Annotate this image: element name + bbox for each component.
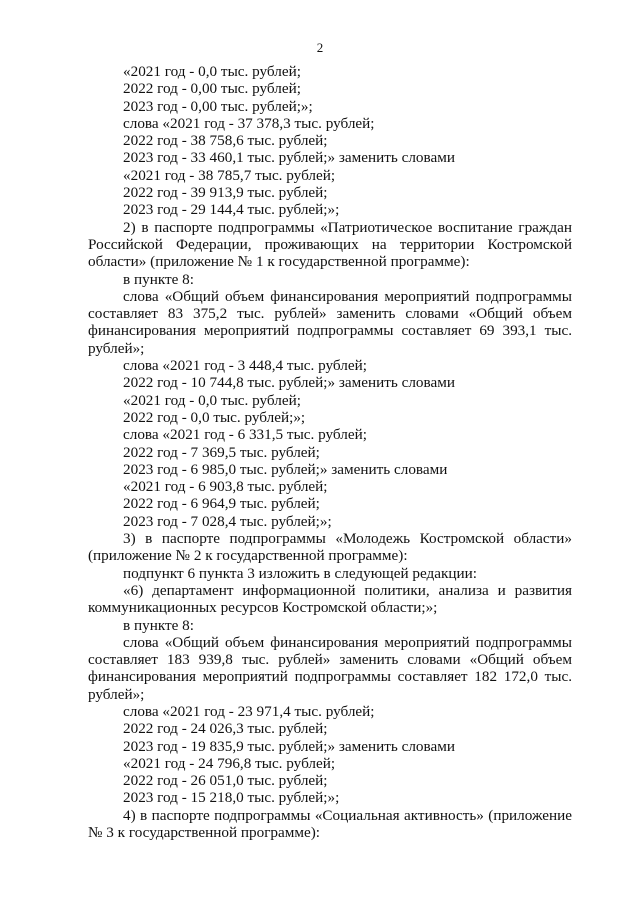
text-line: «6) департамент информационной политики, анализа и развития — [123, 581, 572, 599]
text-line: подпункт 6 пункта 3 изложить в следующей редакции: — [123, 564, 477, 582]
text-line: «2021 год - 0,0 тыс. рублей; — [123, 63, 301, 80]
text-line: «2021 год - 6 903,8 тыс. рублей; — [123, 478, 328, 496]
text-line: 2023 год - 15 218,0 тыс. рублей;»; — [123, 789, 340, 807]
text-line: слова «2021 год - 37 378,3 тыс. рублей; — [123, 114, 375, 132]
text-line: финансирования мероприятий подпрограммы составляет 182 172,0 тыс. — [88, 668, 572, 686]
text-line: 2023 год - 33 460,1 тыс. рублей;» заменить словами — [123, 149, 455, 167]
text-line: 2022 год - 0,00 тыс. рублей; — [123, 80, 301, 98]
text-line: № 3 к государственной программе): — [88, 824, 321, 842]
text-line: 2022 год - 7 369,5 тыс. рублей; — [123, 443, 320, 461]
text-line: Российской Федерации, проживающих на территории Костромской — [88, 235, 572, 253]
text-line: коммуникационных ресурсов Костромской области;»; — [88, 599, 438, 617]
text-line: составляет 83 375,2 тыс. рублей» заменить словами «Общий объем — [88, 305, 572, 323]
text-line: слова «2021 год - 6 331,5 тыс. рублей; — [123, 426, 367, 444]
text-line: составляет 183 939,8 тыс. рублей» заменить словами «Общий объем — [88, 651, 572, 669]
text-line: 2022 год - 6 964,9 тыс. рублей; — [123, 495, 320, 513]
text-line: 2023 год - 0,00 тыс. рублей;»; — [123, 97, 313, 115]
text-line: 2022 год - 39 913,9 тыс. рублей; — [123, 184, 328, 202]
text-line: в пункте 8: — [123, 616, 194, 634]
text-line: слова «2021 год - 3 448,4 тыс. рублей; — [123, 357, 367, 375]
text-line: в пункте 8: — [123, 270, 194, 288]
text-line: 4) в паспорте подпрограммы «Социальная активность» (приложение — [123, 806, 572, 824]
text-line: «2021 год - 0,0 тыс. рублей; — [123, 391, 301, 409]
page-number: 2 — [316, 40, 324, 55]
text-line: слова «Общий объем финансирования мероприятий подпрограммы — [123, 633, 572, 651]
text-line: 2022 год - 26 051,0 тыс. рублей; — [123, 772, 328, 790]
text-line: 2023 год - 19 835,9 тыс. рублей;» заменить словами — [123, 737, 455, 755]
text-line: 2022 год - 24 026,3 тыс. рублей; — [123, 720, 328, 738]
text-line: «2021 год - 24 796,8 тыс. рублей; — [123, 754, 336, 772]
text-line: (приложение № 2 к государственной программе): — [88, 547, 408, 565]
text-line: 2023 год - 29 144,4 тыс. рублей;»; — [123, 201, 340, 219]
text-line: области» (приложение № 1 к государственной программе): — [88, 253, 470, 271]
text-line: 2023 год - 6 985,0 тыс. рублей;» заменить словами — [123, 460, 448, 478]
text-line: 3) в паспорте подпрограммы «Молодежь Костромской области» — [123, 530, 572, 548]
text-line: 2022 год - 38 758,6 тыс. рублей; — [123, 132, 328, 150]
text-line: рублей»; — [88, 339, 145, 357]
text-line: 2023 год - 7 028,4 тыс. рублей;»; — [123, 512, 332, 530]
text-line: «2021 год - 38 785,7 тыс. рублей; — [123, 166, 336, 184]
text-line: 2022 год - 0,0 тыс. рублей;»; — [123, 408, 306, 426]
text-line: рублей»; — [88, 685, 145, 703]
text-line: финансирования мероприятий подпрограммы составляет 69 393,1 тыс. — [88, 322, 572, 340]
text-line: 2) в паспорте подпрограммы «Патриотическое воспитание граждан — [123, 218, 572, 236]
document-body — [88, 63, 572, 841]
text-line: слова «Общий объем финансирования мероприятий подпрограммы — [123, 287, 572, 305]
text-line: 2022 год - 10 744,8 тыс. рублей;» заменить словами — [123, 374, 455, 392]
text-line: слова «2021 год - 23 971,4 тыс. рублей; — [123, 702, 375, 720]
